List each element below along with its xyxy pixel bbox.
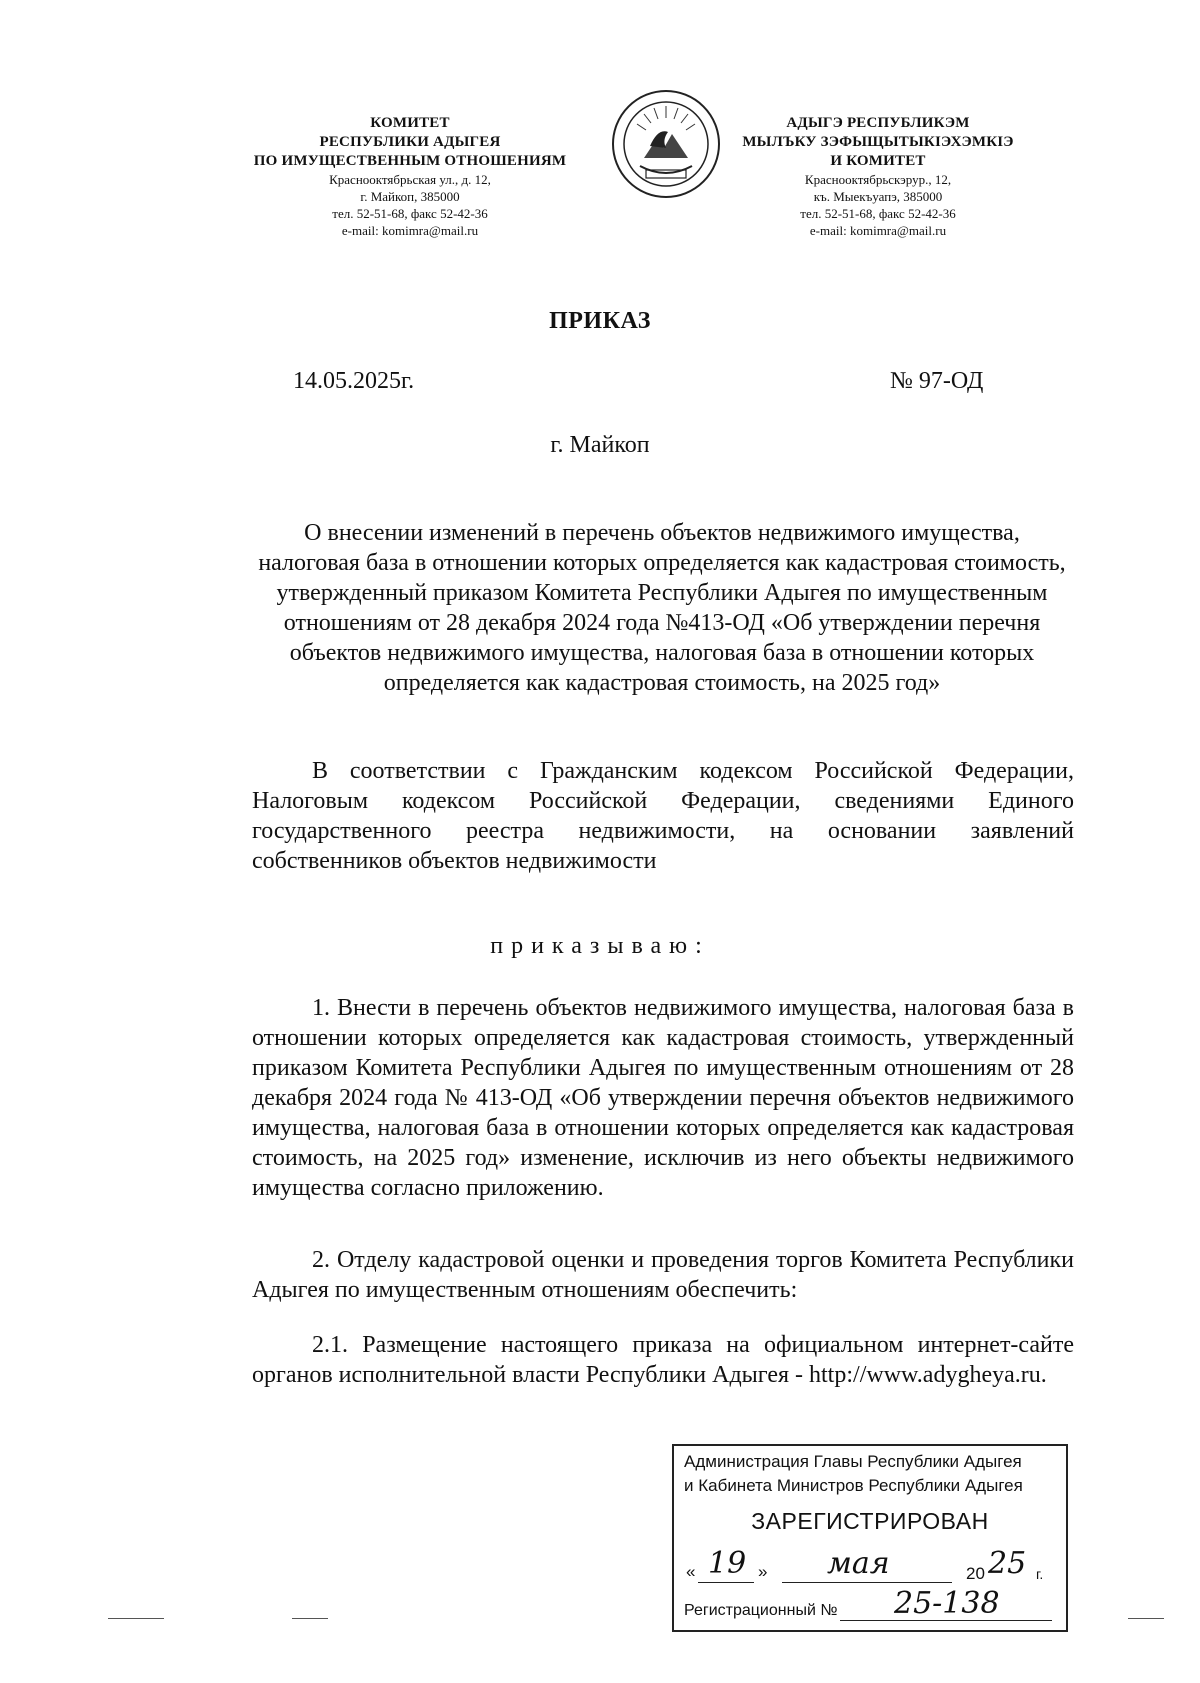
stamp-underline — [782, 1582, 952, 1583]
stamp-day-handwritten: 19 — [708, 1546, 747, 1581]
basis-paragraph: В соответствии с Гражданским кодексом Российской Федерации, Налоговым кодексом Российской Федерации, сведениями Единого государственного реестра недвижимости, на основании заявлений собственников объектов недвижимости — [252, 758, 1074, 874]
address-line: Краснооктябрьская ул., д. 12, — [329, 172, 491, 187]
stamp-org-line: Администрация Главы Республики Адыгея — [684, 1452, 1022, 1471]
stamp-underline — [698, 1582, 754, 1583]
org-name-line: РЕСПУБЛИКИ АДЫГЕЯ — [319, 134, 501, 150]
document-title: ПРИКАЗ — [549, 308, 651, 334]
address-line: Краснооктябрьскэрур., 12, — [804, 172, 952, 187]
registration-stamp — [672, 1444, 1068, 1632]
org-name-line: И КОМИТЕТ — [830, 153, 926, 169]
stamp-date-line — [682, 1546, 1060, 1588]
org-name-line: ПО ИМУЩЕСТВЕННЫМ ОТНОШЕНИЯМ — [253, 153, 567, 169]
scan-mark — [292, 1618, 328, 1619]
stamp-year-prefix: 20 — [966, 1564, 985, 1583]
stamp-underline — [840, 1620, 1052, 1621]
scan-mark — [1128, 1618, 1164, 1619]
org-name-line: МЫЛЪКУ ЗЭФЫЩЫТЫКIЭХЭМКIЭ — [742, 134, 1014, 150]
document-number: № 97-ОД — [890, 368, 984, 394]
header-left — [215, 114, 605, 239]
order-item-1: 1. Внести в перечень объектов недвижимого имущества, налоговая база в отношении которых определяется как кадастровая стоимость, утвержденный приказом Комитета Республики Адыгея по имущественным отношениям от 28 декабря 2024 года № 413-ОД «Об утверждении перечня объектов недвижимого имущества, налоговая база в отношении которых определяется как кадастровая стоимость, на 2025 год» изменение, исключив из него объекты недвижимого имущества согласно приложению. — [252, 995, 1074, 1201]
address-line: г. Майкоп, 385000 — [360, 189, 460, 204]
stamp-org-line: и Кабинета Министров Республики Адыгея — [684, 1476, 1023, 1495]
order-item-2: 2. Отделу кадастровой оценки и проведения торгов Комитета Республики Адыгея по имущественным отношениям обеспечить: — [252, 1247, 1074, 1303]
stamp-year-handwritten: 25 — [988, 1546, 1027, 1581]
stamp-reg-number-handwritten: 25-138 — [894, 1586, 1000, 1621]
stamp-month-handwritten: мая — [827, 1546, 890, 1581]
stamp-open-quote: « — [686, 1562, 696, 1581]
address-line: къ. Мыекъуапэ, 385000 — [813, 189, 943, 204]
scan-mark — [108, 1618, 164, 1619]
order-item-2-1: 2.1. Размещение настоящего приказа на официальном интернет-сайте органов исполнительной власти Республики Адыгея - http://www.adygheya.ru. — [252, 1332, 1074, 1388]
stamp-registered-label: ЗАРЕГИСТРИРОВАН — [751, 1508, 989, 1534]
document-date: 14.05.2025г. — [293, 368, 415, 394]
email-line: e-mail: komimra@mail.ru — [809, 223, 947, 238]
stamp-number-line — [682, 1586, 1060, 1626]
email-line: e-mail: komimra@mail.ru — [341, 223, 479, 238]
stamp-close-quote: » — [758, 1562, 768, 1581]
order-word: приказываю: — [490, 933, 710, 959]
phone-line: тел. 52-51-68, факс 52-42-36 — [332, 206, 488, 221]
document-city: г. Майкоп — [550, 432, 650, 458]
org-name-line: КОМИТЕТ — [370, 115, 450, 131]
org-name-line: АДЫГЭ РЕСПУБЛИКЭМ — [786, 115, 970, 131]
stamp-year-suffix: г. — [1036, 1566, 1044, 1582]
header-right — [728, 114, 1028, 239]
document-subject: О внесении изменений в перечень объектов недвижимого имущества, налоговая база в отношении которых определяется как кадастровая стоимость, утвержденный приказом Комитета Республики Адыгея по имущественным отношениям от 28 декабря 2024 года №413-ОД «Об утверждении перечня объектов недвижимого имущества, налоговая база в отношении которых определяется как кадастровая стоимость, на 2025 год» — [258, 520, 1066, 696]
stamp-reg-number-label: Регистрационный № — [684, 1602, 838, 1619]
coat-of-arms-emblem-icon — [610, 88, 722, 200]
phone-line: тел. 52-51-68, факс 52-42-36 — [800, 206, 956, 221]
